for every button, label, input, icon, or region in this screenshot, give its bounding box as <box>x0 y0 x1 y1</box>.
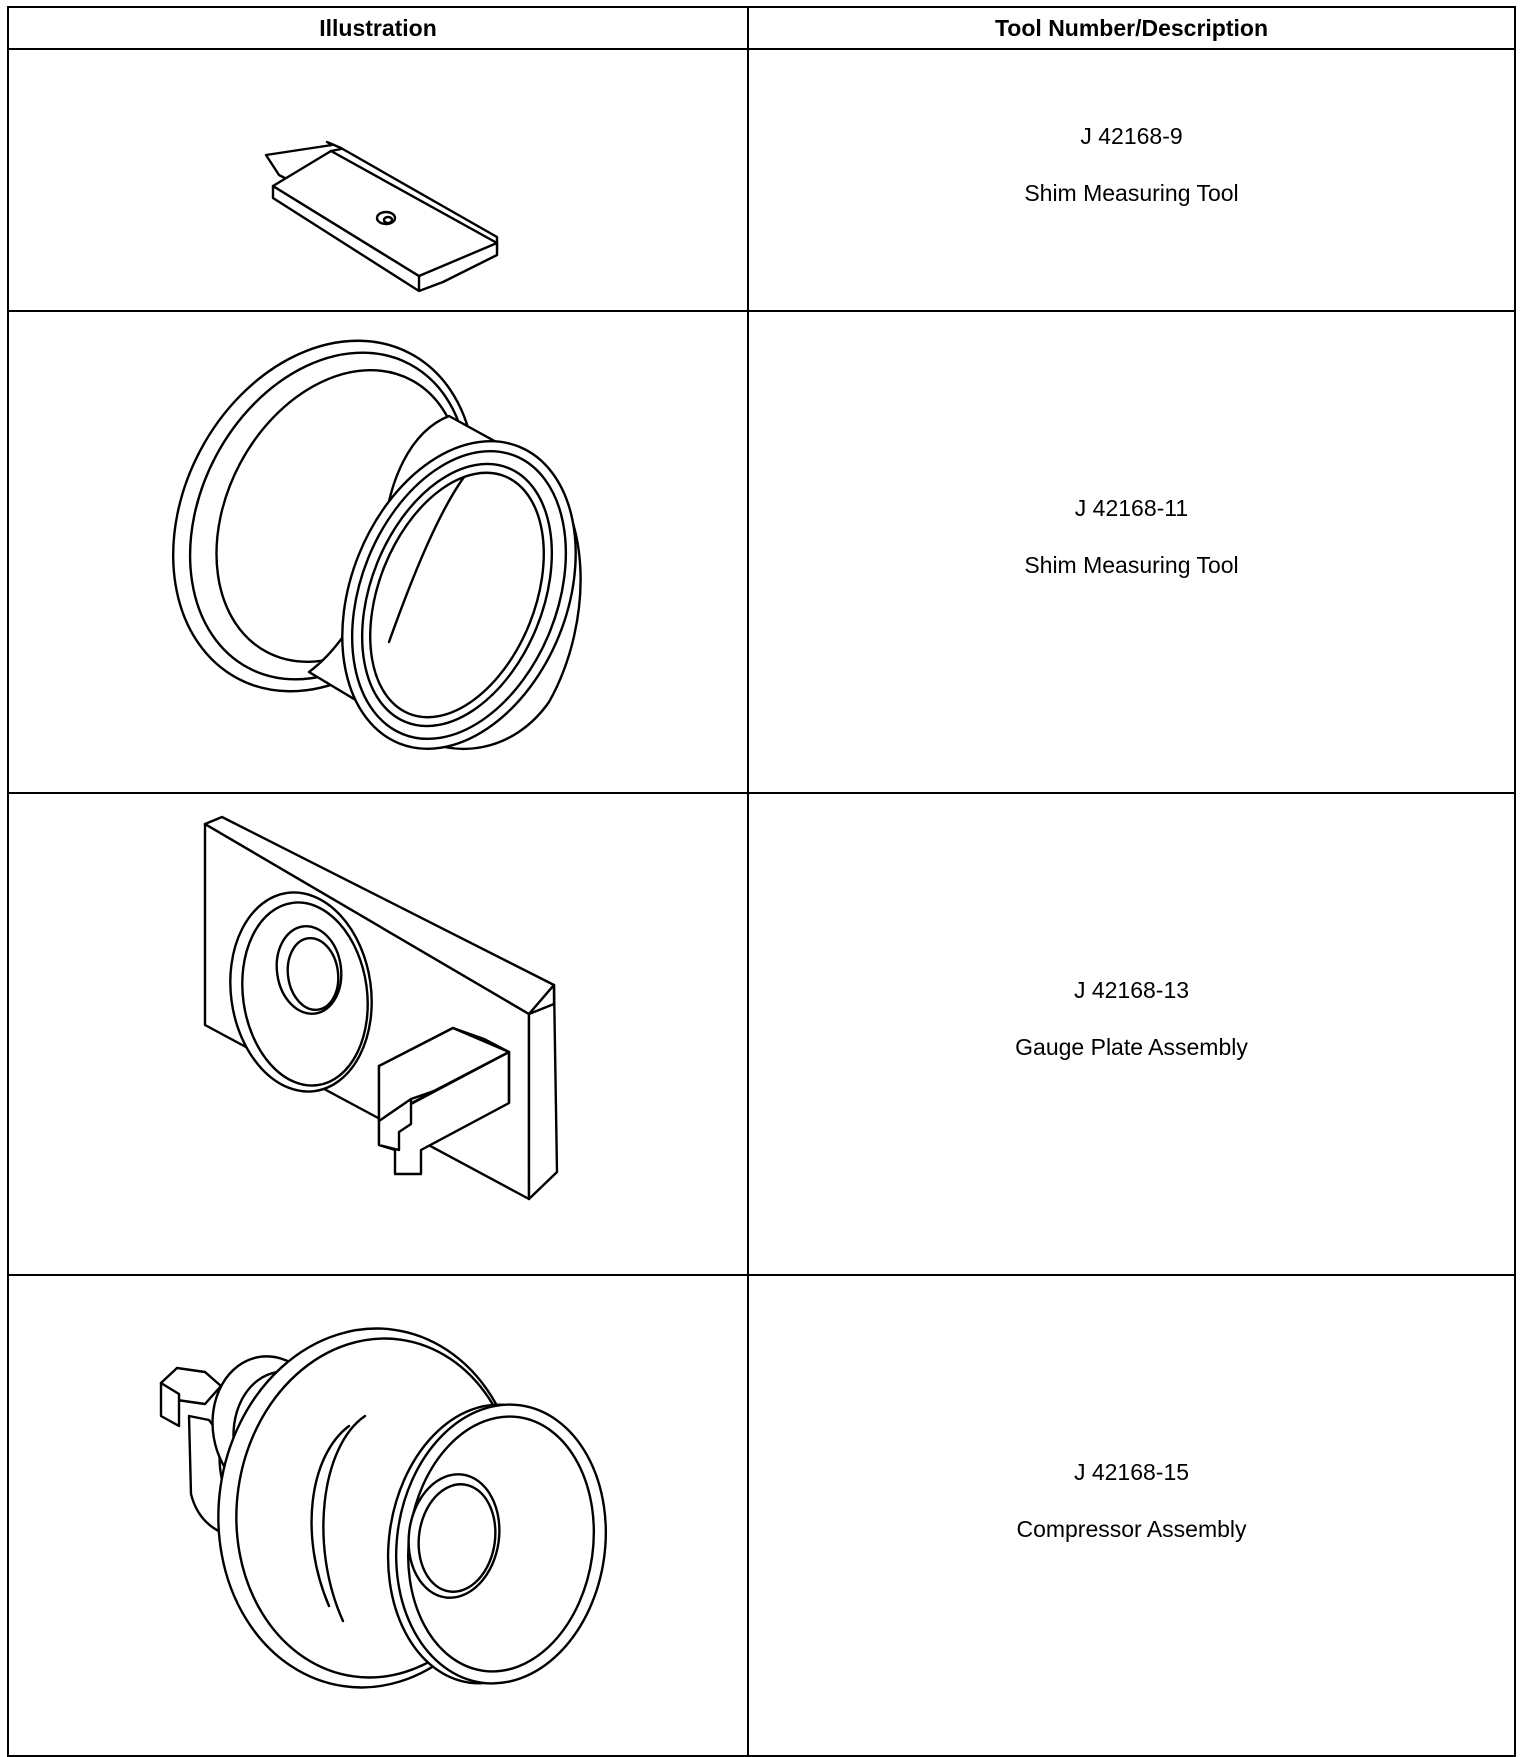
description-cell <box>748 49 1515 311</box>
illustration-cell <box>8 793 748 1275</box>
table-header-row <box>8 7 1515 49</box>
description-cell <box>748 1275 1515 1756</box>
tool-description: Gauge Plate Assembly <box>1015 1034 1248 1060</box>
description-cell <box>748 311 1515 793</box>
tool-description: Compressor Assembly <box>1016 1515 1247 1542</box>
tool-number: J 42168-15 <box>1073 1458 1190 1485</box>
tool-number: J 42168-11 <box>1074 495 1189 521</box>
table-row <box>8 1275 1515 1756</box>
gauge-plate-icon <box>9 794 749 1274</box>
tool-number: J 42168-9 <box>1080 123 1183 149</box>
header-tool-number-description: Tool Number/Description <box>748 7 1515 49</box>
table-row <box>8 311 1515 793</box>
tool-number: J 42168-13 <box>1073 977 1190 1003</box>
table-row <box>8 49 1515 311</box>
tool-description: Shim Measuring Tool <box>1024 552 1239 578</box>
header-illustration: Illustration <box>8 7 748 49</box>
shim-ring-icon <box>9 312 749 792</box>
illustration-cell <box>8 49 748 311</box>
illustration-cell <box>8 1275 748 1756</box>
table-row <box>8 793 1515 1275</box>
tool-table <box>7 6 1516 1757</box>
description-cell <box>748 793 1515 1275</box>
tool-description: Shim Measuring Tool <box>1024 180 1239 206</box>
illustration-cell <box>8 311 748 793</box>
compressor-assembly-icon <box>9 1276 749 1756</box>
shim-plate-icon <box>9 50 749 310</box>
